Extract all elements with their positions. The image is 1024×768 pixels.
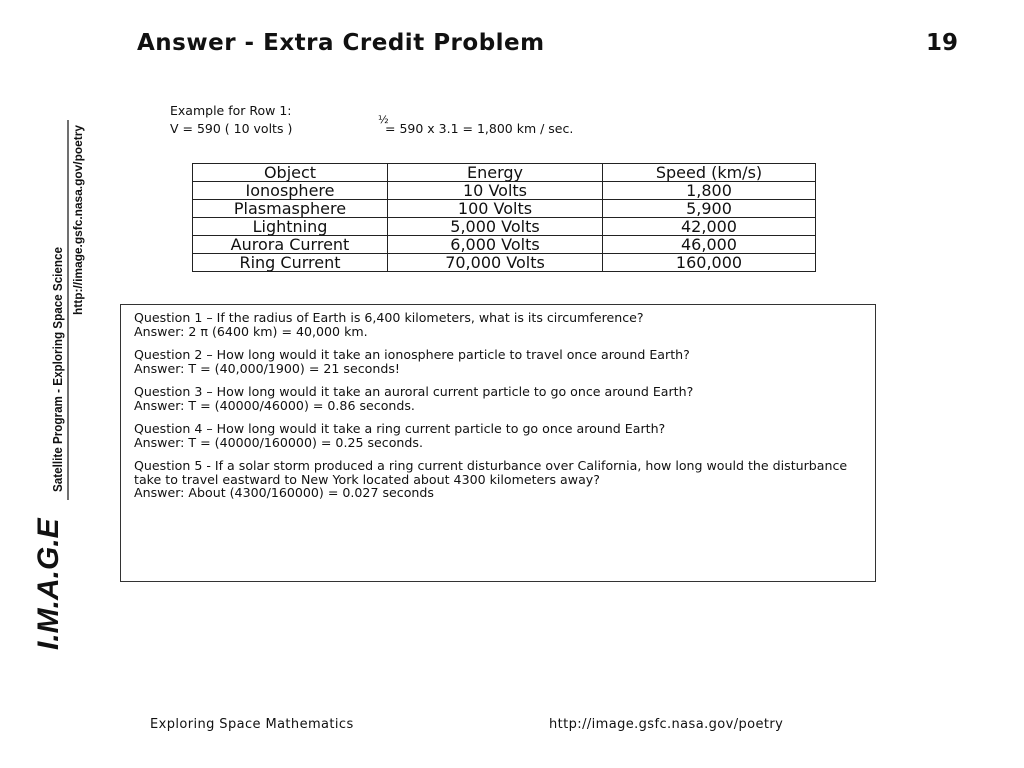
formula-right: = 590 x 3.1 = 1,800 km / sec. (385, 121, 574, 136)
table-row (193, 236, 816, 254)
table-cell: Plasmasphere (193, 200, 388, 218)
column-header: Object (193, 164, 388, 182)
question-text: Question 3 – How long would it take an auroral current particle to go once around Earth? (134, 384, 694, 399)
formula-exponent: ½ (378, 113, 389, 126)
table-cell: 1,800 (603, 182, 816, 200)
table-cell: Lightning (193, 218, 388, 236)
logo-subtitle: Satellite Program - Exploring Space Science (51, 229, 65, 492)
questions-box (120, 304, 876, 582)
question-block (134, 311, 863, 338)
table-cell: 46,000 (603, 236, 816, 254)
question-block (134, 348, 863, 375)
table-cell: 160,000 (603, 254, 816, 272)
table-row (193, 218, 816, 236)
table-header-row (193, 164, 816, 182)
column-header: Speed (km/s) (603, 164, 816, 182)
table-cell: 6,000 Volts (388, 236, 603, 254)
answer-text: Answer: T = (40,000/1900) = 21 seconds! (134, 360, 400, 376)
table-cell: 42,000 (603, 218, 816, 236)
question-text: Question 1 – If the radius of Earth is 6,400 kilometers, what is its circumference? (134, 310, 644, 325)
question-block (134, 385, 863, 412)
answer-text: Answer: T = (40000/46000) = 0.86 seconds. (134, 397, 415, 413)
answer-text: Answer: 2 π (6400 km) = 40,000 km. (134, 323, 368, 339)
table-cell: 5,900 (603, 200, 816, 218)
page-title: Answer - Extra Credit Problem (137, 30, 545, 56)
table-row (193, 200, 816, 218)
question-block (134, 459, 863, 500)
logo-graphic (32, 120, 102, 655)
column-header: Energy (388, 164, 603, 182)
table-cell: Aurora Current (193, 236, 388, 254)
question-text: Question 4 – How long would it take a ring current particle to go once around Earth? (134, 421, 666, 436)
logo-brand: I.M.A.G.E (32, 518, 65, 650)
example-label: Example for Row 1: (170, 103, 292, 118)
table-cell: 10 Volts (388, 182, 603, 200)
answer-text: Answer: About (4300/160000) = 0.027 seconds (134, 485, 434, 500)
question-text: Question 5 - If a solar storm produced a ring current disturbance over California, how long would the disturbance take to travel eastward to New York located about 4300 kilometers away? (134, 458, 848, 487)
table-cell: Ring Current (193, 254, 388, 272)
table-cell: 5,000 Volts (388, 218, 603, 236)
question-text: Question 2 – How long would it take an ionosphere particle to travel once around Earth? (134, 347, 690, 362)
table-cell: 70,000 Volts (388, 254, 603, 272)
page-number: 19 (925, 30, 958, 56)
energy-speed-table (192, 163, 816, 272)
answer-text: Answer: T = (40000/160000) = 0.25 seconds. (134, 434, 423, 450)
table-cell: Ionosphere (193, 182, 388, 200)
example-formula (170, 113, 574, 138)
footer-url: http://image.gsfc.nasa.gov/poetry (549, 717, 784, 732)
formula-left: V = 590 ( 10 volts ) (170, 121, 293, 136)
logo-url: http://image.gsfc.nasa.gov/poetry (71, 123, 85, 315)
footer-title: Exploring Space Mathematics (150, 717, 354, 732)
table-row (193, 254, 816, 272)
table-cell: 100 Volts (388, 200, 603, 218)
table-row (193, 182, 816, 200)
example-section (170, 102, 574, 138)
question-block (134, 422, 863, 449)
image-program-logo (32, 120, 102, 655)
